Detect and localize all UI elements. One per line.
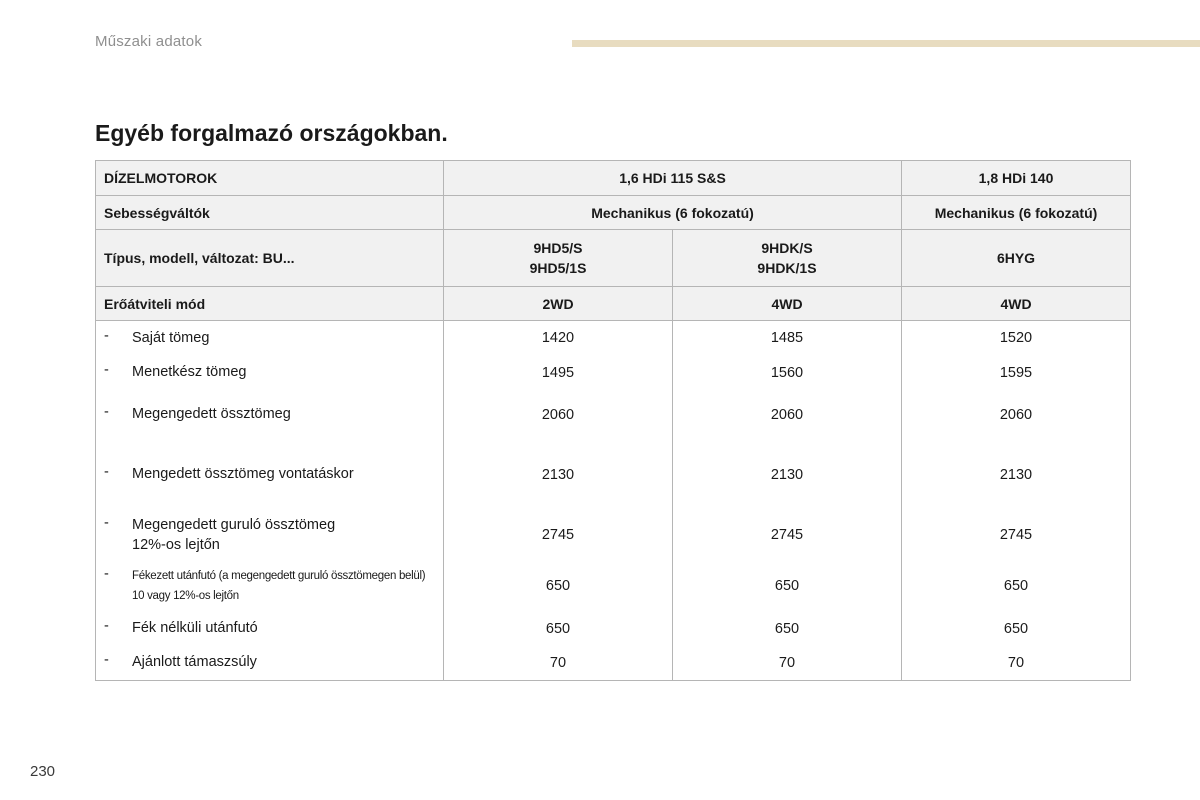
cell-value: 2745 bbox=[673, 510, 902, 560]
row-label-text: Fék nélküli utánfutó bbox=[132, 620, 258, 636]
row-label-line: 10 vagy 12%-os lejtőn bbox=[132, 589, 239, 602]
dash-marker: - bbox=[104, 327, 109, 344]
engine-name: 1,6 HDi 115 S&S bbox=[444, 161, 902, 196]
page-title: Egyéb forgalmazó országokban. bbox=[95, 120, 448, 146]
type-code-line: 9HD5/S bbox=[533, 240, 583, 256]
drive-value: 4WD bbox=[673, 287, 902, 321]
type-code bbox=[902, 230, 1131, 287]
table-row bbox=[96, 510, 1131, 560]
cell-value: 1560 bbox=[673, 356, 902, 390]
cell-value: 650 bbox=[444, 612, 673, 646]
type-code-line: 9HDK/1S bbox=[757, 260, 817, 276]
drive-value: 4WD bbox=[902, 287, 1131, 321]
page-number: 230 bbox=[30, 763, 56, 780]
row-label bbox=[96, 440, 444, 510]
cell-value: 2745 bbox=[902, 510, 1131, 560]
cell-value: 1485 bbox=[673, 321, 902, 356]
row-label bbox=[96, 612, 444, 646]
row-label-text: Saját tömeg bbox=[132, 329, 210, 346]
spec-table bbox=[95, 160, 1131, 681]
cell-value: 2130 bbox=[902, 440, 1131, 510]
type-code bbox=[673, 230, 902, 287]
row-label-line: 12%-os lejtőn bbox=[132, 536, 220, 553]
cell-value: 70 bbox=[673, 646, 902, 681]
cell-value: 2130 bbox=[444, 440, 673, 510]
row-label bbox=[96, 356, 444, 390]
dash-marker: - bbox=[104, 362, 109, 378]
table-row bbox=[96, 612, 1131, 646]
cell-value: 2745 bbox=[444, 510, 673, 560]
cell-value: 1520 bbox=[902, 321, 1131, 356]
engine-name: 1,8 HDi 140 bbox=[902, 161, 1131, 196]
cell-value: 650 bbox=[673, 560, 902, 612]
row-label bbox=[96, 560, 444, 612]
row-label bbox=[96, 646, 444, 681]
cell-value: 650 bbox=[902, 612, 1131, 646]
row-label-line: Megengedett guruló össztömeg bbox=[132, 516, 336, 533]
type-code-line: 9HD5/1S bbox=[529, 260, 587, 276]
dash-marker: - bbox=[104, 464, 109, 480]
gearbox-row bbox=[96, 196, 1131, 230]
dash-marker: - bbox=[104, 404, 109, 420]
drive-row bbox=[96, 287, 1131, 321]
row-label-text: Menetkész tömeg bbox=[132, 364, 247, 380]
cell-value: 650 bbox=[673, 612, 902, 646]
cell-value: 2060 bbox=[673, 390, 902, 440]
section-label: Műszaki adatok bbox=[95, 33, 203, 50]
row-label bbox=[96, 510, 444, 560]
cell-value: 2060 bbox=[902, 390, 1131, 440]
row-label-text: Megengedett össztömeg bbox=[132, 406, 291, 422]
type-row bbox=[96, 230, 1131, 287]
cell-value: 70 bbox=[444, 646, 673, 681]
row-label-line: Fékezett utánfutó (a megengedett guruló össztömegen belül) bbox=[132, 569, 426, 582]
type-label: Típus, modell, változat: BU... bbox=[96, 230, 444, 287]
dash-marker: - bbox=[104, 565, 109, 582]
table-row bbox=[96, 321, 1131, 356]
dash-marker: - bbox=[104, 514, 109, 531]
table-row bbox=[96, 646, 1131, 681]
engine-row bbox=[96, 161, 1131, 196]
cell-value: 1420 bbox=[444, 321, 673, 356]
dash-marker: - bbox=[104, 618, 109, 634]
cell-value: 2060 bbox=[444, 390, 673, 440]
engines-label: DÍZELMOTOROK bbox=[96, 161, 444, 196]
type-code-line: 6HYG bbox=[996, 250, 1036, 266]
type-code bbox=[444, 230, 673, 287]
gearbox-value: Mechanikus (6 fokozatú) bbox=[444, 196, 902, 230]
table-row bbox=[96, 560, 1131, 612]
cell-value: 650 bbox=[902, 560, 1131, 612]
table-row bbox=[96, 356, 1131, 390]
row-label-text: Mengedett össztömeg vontatáskor bbox=[132, 466, 354, 482]
row-label bbox=[96, 390, 444, 440]
cell-value: 1595 bbox=[902, 356, 1131, 390]
cell-value: 70 bbox=[902, 646, 1131, 681]
cell-value: 2130 bbox=[673, 440, 902, 510]
drive-label: Erőátviteli mód bbox=[96, 287, 444, 321]
gearbox-label: Sebességváltók bbox=[96, 196, 444, 230]
gearbox-value: Mechanikus (6 fokozatú) bbox=[902, 196, 1131, 230]
drive-value: 2WD bbox=[444, 287, 673, 321]
table-row bbox=[96, 390, 1131, 440]
table-row bbox=[96, 440, 1131, 510]
cell-value: 1495 bbox=[444, 356, 673, 390]
row-label-text bbox=[132, 515, 335, 555]
row-label-text bbox=[132, 566, 425, 606]
row-label bbox=[96, 321, 444, 356]
cell-value: 650 bbox=[444, 560, 673, 612]
type-code-line: 9HDK/S bbox=[761, 240, 813, 256]
row-label-text: Ajánlott támaszsúly bbox=[132, 654, 257, 671]
header-accent-bar bbox=[572, 40, 1200, 47]
dash-marker: - bbox=[104, 652, 109, 669]
